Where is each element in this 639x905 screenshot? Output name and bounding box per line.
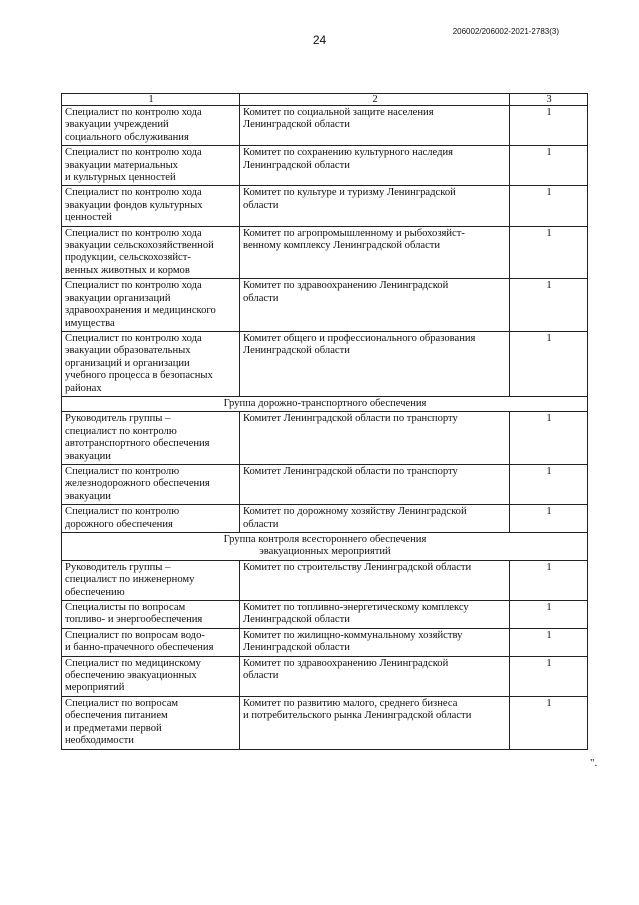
group-title-text: Группа контроля всестороннего обеспечения эвакуационных мероприятий — [223, 534, 427, 558]
position-cell — [62, 656, 240, 696]
committee-cell-text: Комитет по культуре и туризму Ленинградской области — [243, 187, 456, 211]
committee-cell — [240, 505, 510, 533]
column-header-1: 1 — [62, 94, 240, 106]
committee-cell-text: Комитет общего и профессионального образования Ленинградской области — [243, 332, 476, 357]
group-title — [62, 396, 588, 411]
position-cell-text: Специалист по контролю дорожного обеспечения — [65, 506, 180, 530]
count-cell — [510, 464, 588, 504]
position-cell-text: Специалист по контролю хода эвакуации материальных и культурных ценностей — [65, 147, 202, 184]
count-cell — [510, 696, 588, 749]
group-title — [62, 533, 588, 561]
count-cell — [510, 279, 588, 332]
position-cell — [62, 505, 240, 533]
count-cell-text: 1 — [546, 657, 552, 669]
committee-cell — [240, 331, 510, 396]
staffing-table — [61, 93, 588, 750]
table-row — [62, 412, 588, 465]
position-cell — [62, 106, 240, 146]
table-row — [62, 628, 588, 656]
committee-cell-text: Комитет по строительству Ленинградской области — [243, 561, 472, 573]
committee-cell-text: Комитет по здравоохранению Ленинградской области — [243, 657, 449, 682]
committee-cell-text: Комитет по агропромышленному и рыбохозяйст- венному комплексу Ленинградской области — [243, 227, 465, 252]
committee-cell — [240, 106, 510, 146]
committee-cell — [240, 279, 510, 332]
count-cell — [510, 412, 588, 465]
count-cell-text: 1 — [546, 332, 552, 344]
table-row — [62, 656, 588, 696]
committee-cell — [240, 601, 510, 629]
position-cell-text: Специалист по контролю железнодорожного обеспечения эвакуации — [65, 465, 210, 502]
count-cell — [510, 656, 588, 696]
position-cell — [62, 628, 240, 656]
table-row — [62, 601, 588, 629]
table-row — [62, 331, 588, 396]
committee-cell — [240, 560, 510, 600]
committee-cell — [240, 628, 510, 656]
committee-cell — [240, 656, 510, 696]
count-cell-text: 1 — [546, 227, 552, 239]
position-cell-text: Специалист по медицинскому обеспечению эвакуационных мероприятий — [65, 657, 201, 694]
count-cell-text: 1 — [546, 506, 552, 518]
table-row — [62, 186, 588, 226]
committee-cell — [240, 186, 510, 226]
count-cell — [510, 106, 588, 146]
committee-cell-text: Комитет по здравоохранению Ленинградской области — [243, 280, 449, 304]
count-cell — [510, 505, 588, 533]
group-header-row — [62, 396, 588, 411]
count-cell-text: 1 — [546, 465, 552, 477]
position-cell — [62, 601, 240, 629]
count-cell-text: 1 — [546, 107, 552, 118]
count-cell-text: 1 — [546, 561, 552, 573]
position-cell-text: Специалист по вопросам обеспечения питанием и предметами первой необходимости — [65, 697, 179, 747]
count-cell-text: 1 — [546, 187, 552, 199]
count-cell — [510, 226, 588, 279]
position-cell-text: Руководитель группы – специалист по контролю автотранспортного обеспечения эвакуации — [65, 413, 210, 462]
count-cell — [510, 331, 588, 396]
position-cell — [62, 331, 240, 396]
committee-cell-text: Комитет по дорожному хозяйству Ленинградской области — [243, 506, 467, 530]
committee-cell-text: Комитет по жилищно-коммунальному хозяйству Ленинградской области — [243, 629, 463, 654]
count-cell — [510, 146, 588, 186]
group-header-row — [62, 533, 588, 561]
count-cell — [510, 186, 588, 226]
count-cell — [510, 628, 588, 656]
count-cell-text: 1 — [546, 413, 552, 425]
count-cell-text: 1 — [546, 280, 552, 292]
position-cell-text: Руководитель группы – специалист по инженерному обеспечению — [65, 561, 195, 598]
document-id: 206002/206002-2021-2783(3) — [452, 27, 559, 36]
position-cell — [62, 146, 240, 186]
position-cell — [62, 464, 240, 504]
position-cell-text: Специалист по вопросам водо- и банно-прачечного обеспечения — [65, 629, 214, 654]
table-row — [62, 226, 588, 279]
table-row — [62, 696, 588, 749]
position-cell-text: Специалист по контролю хода эвакуации образовательных организаций и организации учебного процесса в безопасных районах — [65, 332, 213, 394]
committee-cell-text: Комитет по топливно-энергетическому комплексу Ленинградской области — [243, 602, 469, 626]
position-cell — [62, 412, 240, 465]
position-cell — [62, 226, 240, 279]
position-cell — [62, 279, 240, 332]
committee-cell — [240, 226, 510, 279]
column-header-3: 3 — [510, 94, 588, 106]
committee-cell-text: Комитет Ленинградской области по транспорту — [243, 465, 458, 477]
group-title-text: Группа дорожно-транспортного обеспечения — [223, 397, 427, 409]
table-row — [62, 560, 588, 600]
position-cell-text: Специалисты по вопросам топливо- и энергообеспечения — [65, 602, 203, 626]
table-row — [62, 464, 588, 504]
committee-cell-text: Комитет Ленинградской области по транспорту — [243, 413, 458, 425]
position-cell-text: Специалист по контролю хода эвакуации сельскохозяйственной продукции, сельскохозяйст- венных животных и кормов — [65, 227, 214, 276]
count-cell-text: 1 — [546, 147, 552, 159]
page-number: 24 — [312, 33, 327, 47]
column-header-2: 2 — [240, 94, 510, 106]
position-cell-text: Специалист по контролю хода эвакуации фондов культурных ценностей — [65, 187, 203, 224]
position-cell — [62, 560, 240, 600]
committee-cell — [240, 146, 510, 186]
table-row — [62, 106, 588, 146]
position-cell-text: Специалист по контролю хода эвакуации учреждений социального обслуживания — [65, 107, 202, 143]
count-cell-text: 1 — [546, 602, 552, 614]
committee-cell-text: Комитет по социальной защите населения Ленинградской области — [243, 107, 434, 131]
committee-cell-text: Комитет по развитию малого, среднего бизнеса и потребительского рынка Ленинградской области — [243, 697, 472, 722]
table-header-row — [62, 94, 588, 106]
table-row — [62, 505, 588, 533]
committee-cell-text: Комитет по сохранению культурного наследия Ленинградской области — [243, 147, 454, 171]
count-cell — [510, 560, 588, 600]
position-cell — [62, 696, 240, 749]
count-cell-text: 1 — [546, 629, 552, 641]
committee-cell — [240, 696, 510, 749]
position-cell-text: Специалист по контролю хода эвакуации организаций здравоохранения и медицинского имущества — [65, 280, 216, 329]
count-cell-text: 1 — [546, 697, 552, 709]
committee-cell — [240, 464, 510, 504]
closing-quote-mark: ". — [590, 757, 598, 769]
committee-cell — [240, 412, 510, 465]
table-row — [62, 279, 588, 332]
table-row — [62, 146, 588, 186]
count-cell — [510, 601, 588, 629]
position-cell — [62, 186, 240, 226]
